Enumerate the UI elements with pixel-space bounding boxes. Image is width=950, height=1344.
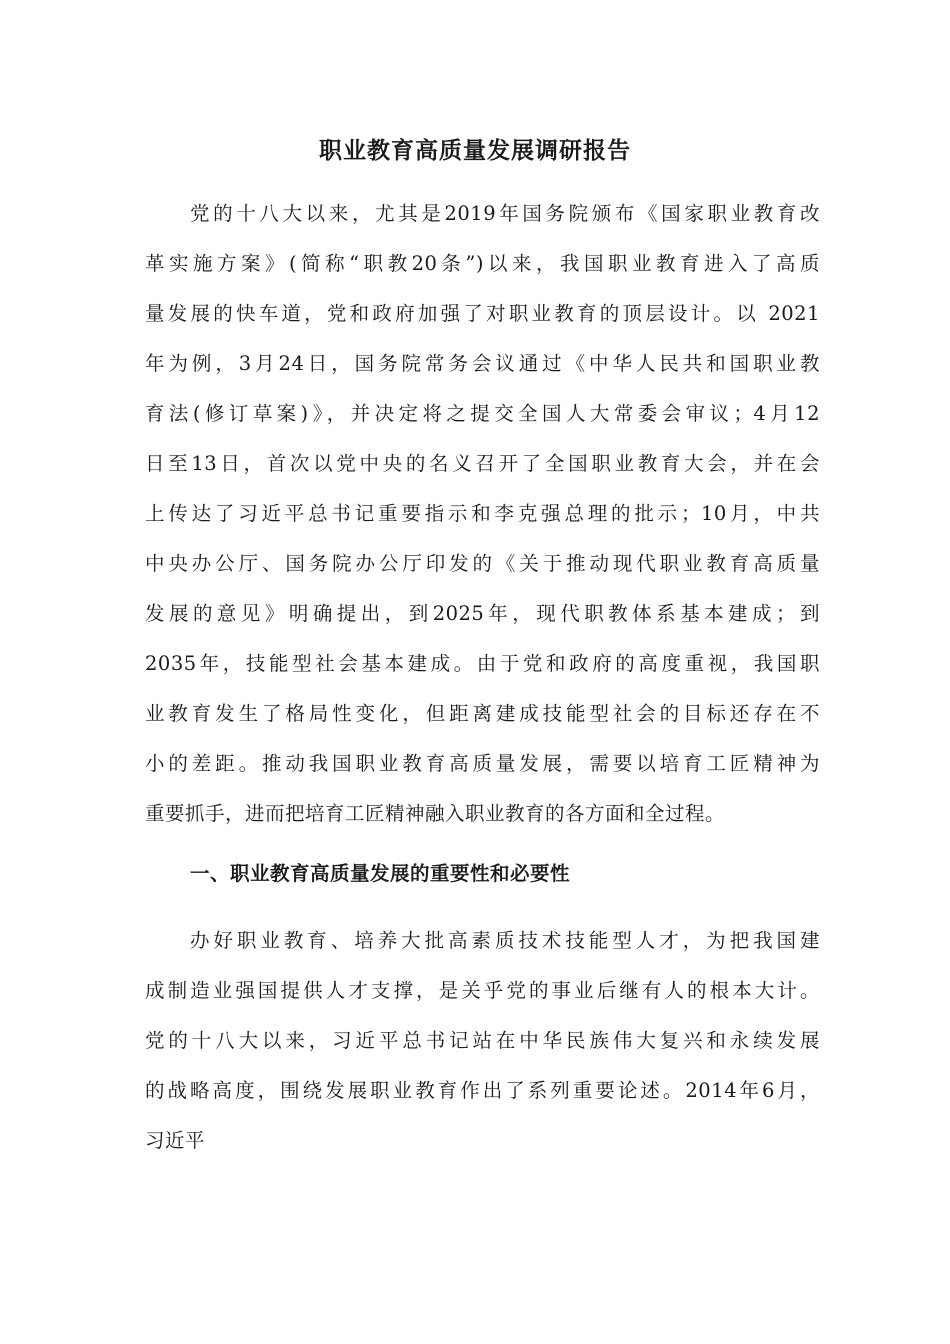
text-line: 党的十八大以来，尤其是2019年国务院颁布《国家职业教育改 [190,202,820,225]
text-line: 成制造业强国提供人才支撑，是关乎党的事业后继有人的根本大计。 [145,979,820,1002]
text-line: 习近平 [145,1129,206,1152]
text-line: 量发展的快车道，党和政府加强了对职业教育的顶层设计。以 2021 [145,302,820,325]
text-line: 上传达了习近平总书记重要指示和李克强总理的批示；10月，中共 [145,502,820,525]
text-line: 育法(修订草案)》，并决定将之提交全国人大常委会审议；4月12 [145,402,820,425]
section-heading: 一、职业教育高质量发展的重要性和必要性 [190,862,571,885]
text-line: 发展的意见》明确提出，到2025年，现代职教体系基本建成；到 [145,602,820,625]
document-title: 职业教育高质量发展调研报告 [319,137,631,164]
text-line: 革实施方案》(简称“职教20条”)以来，我国职业教育进入了高质 [145,252,820,275]
text-line: 的战略高度，围绕发展职业教育作出了系列重要论述。2014年6月， [145,1079,820,1102]
text-line: 办好职业教育、培养大批高素质技术技能型人才，为把我国建 [190,929,820,952]
text-line: 2035年，技能型社会基本建成。由于党和政府的高度重视，我国职 [145,652,820,675]
text-line: 小的差距。推动我国职业教育高质量发展，需要以培育工匠精神为 [145,752,820,775]
text-line: 中央办公厅、国务院办公厅印发的《关于推动现代职业教育高质量 [145,552,820,575]
text-line: 重要抓手，进而把培育工匠精神融入职业教育的各方面和全过程。 [145,802,726,825]
text-line: 业教育发生了格局性变化，但距离建成技能型社会的目标还存在不 [145,702,820,725]
text-line: 年为例，3月24日，国务院常务会议通过《中华人民共和国职业教 [145,352,820,375]
text-line: 党的十八大以来，习近平总书记站在中华民族伟大复兴和永续发展 [145,1029,820,1052]
text-line: 日至13日，首次以党中央的名义召开了全国职业教育大会，并在会 [145,452,820,475]
